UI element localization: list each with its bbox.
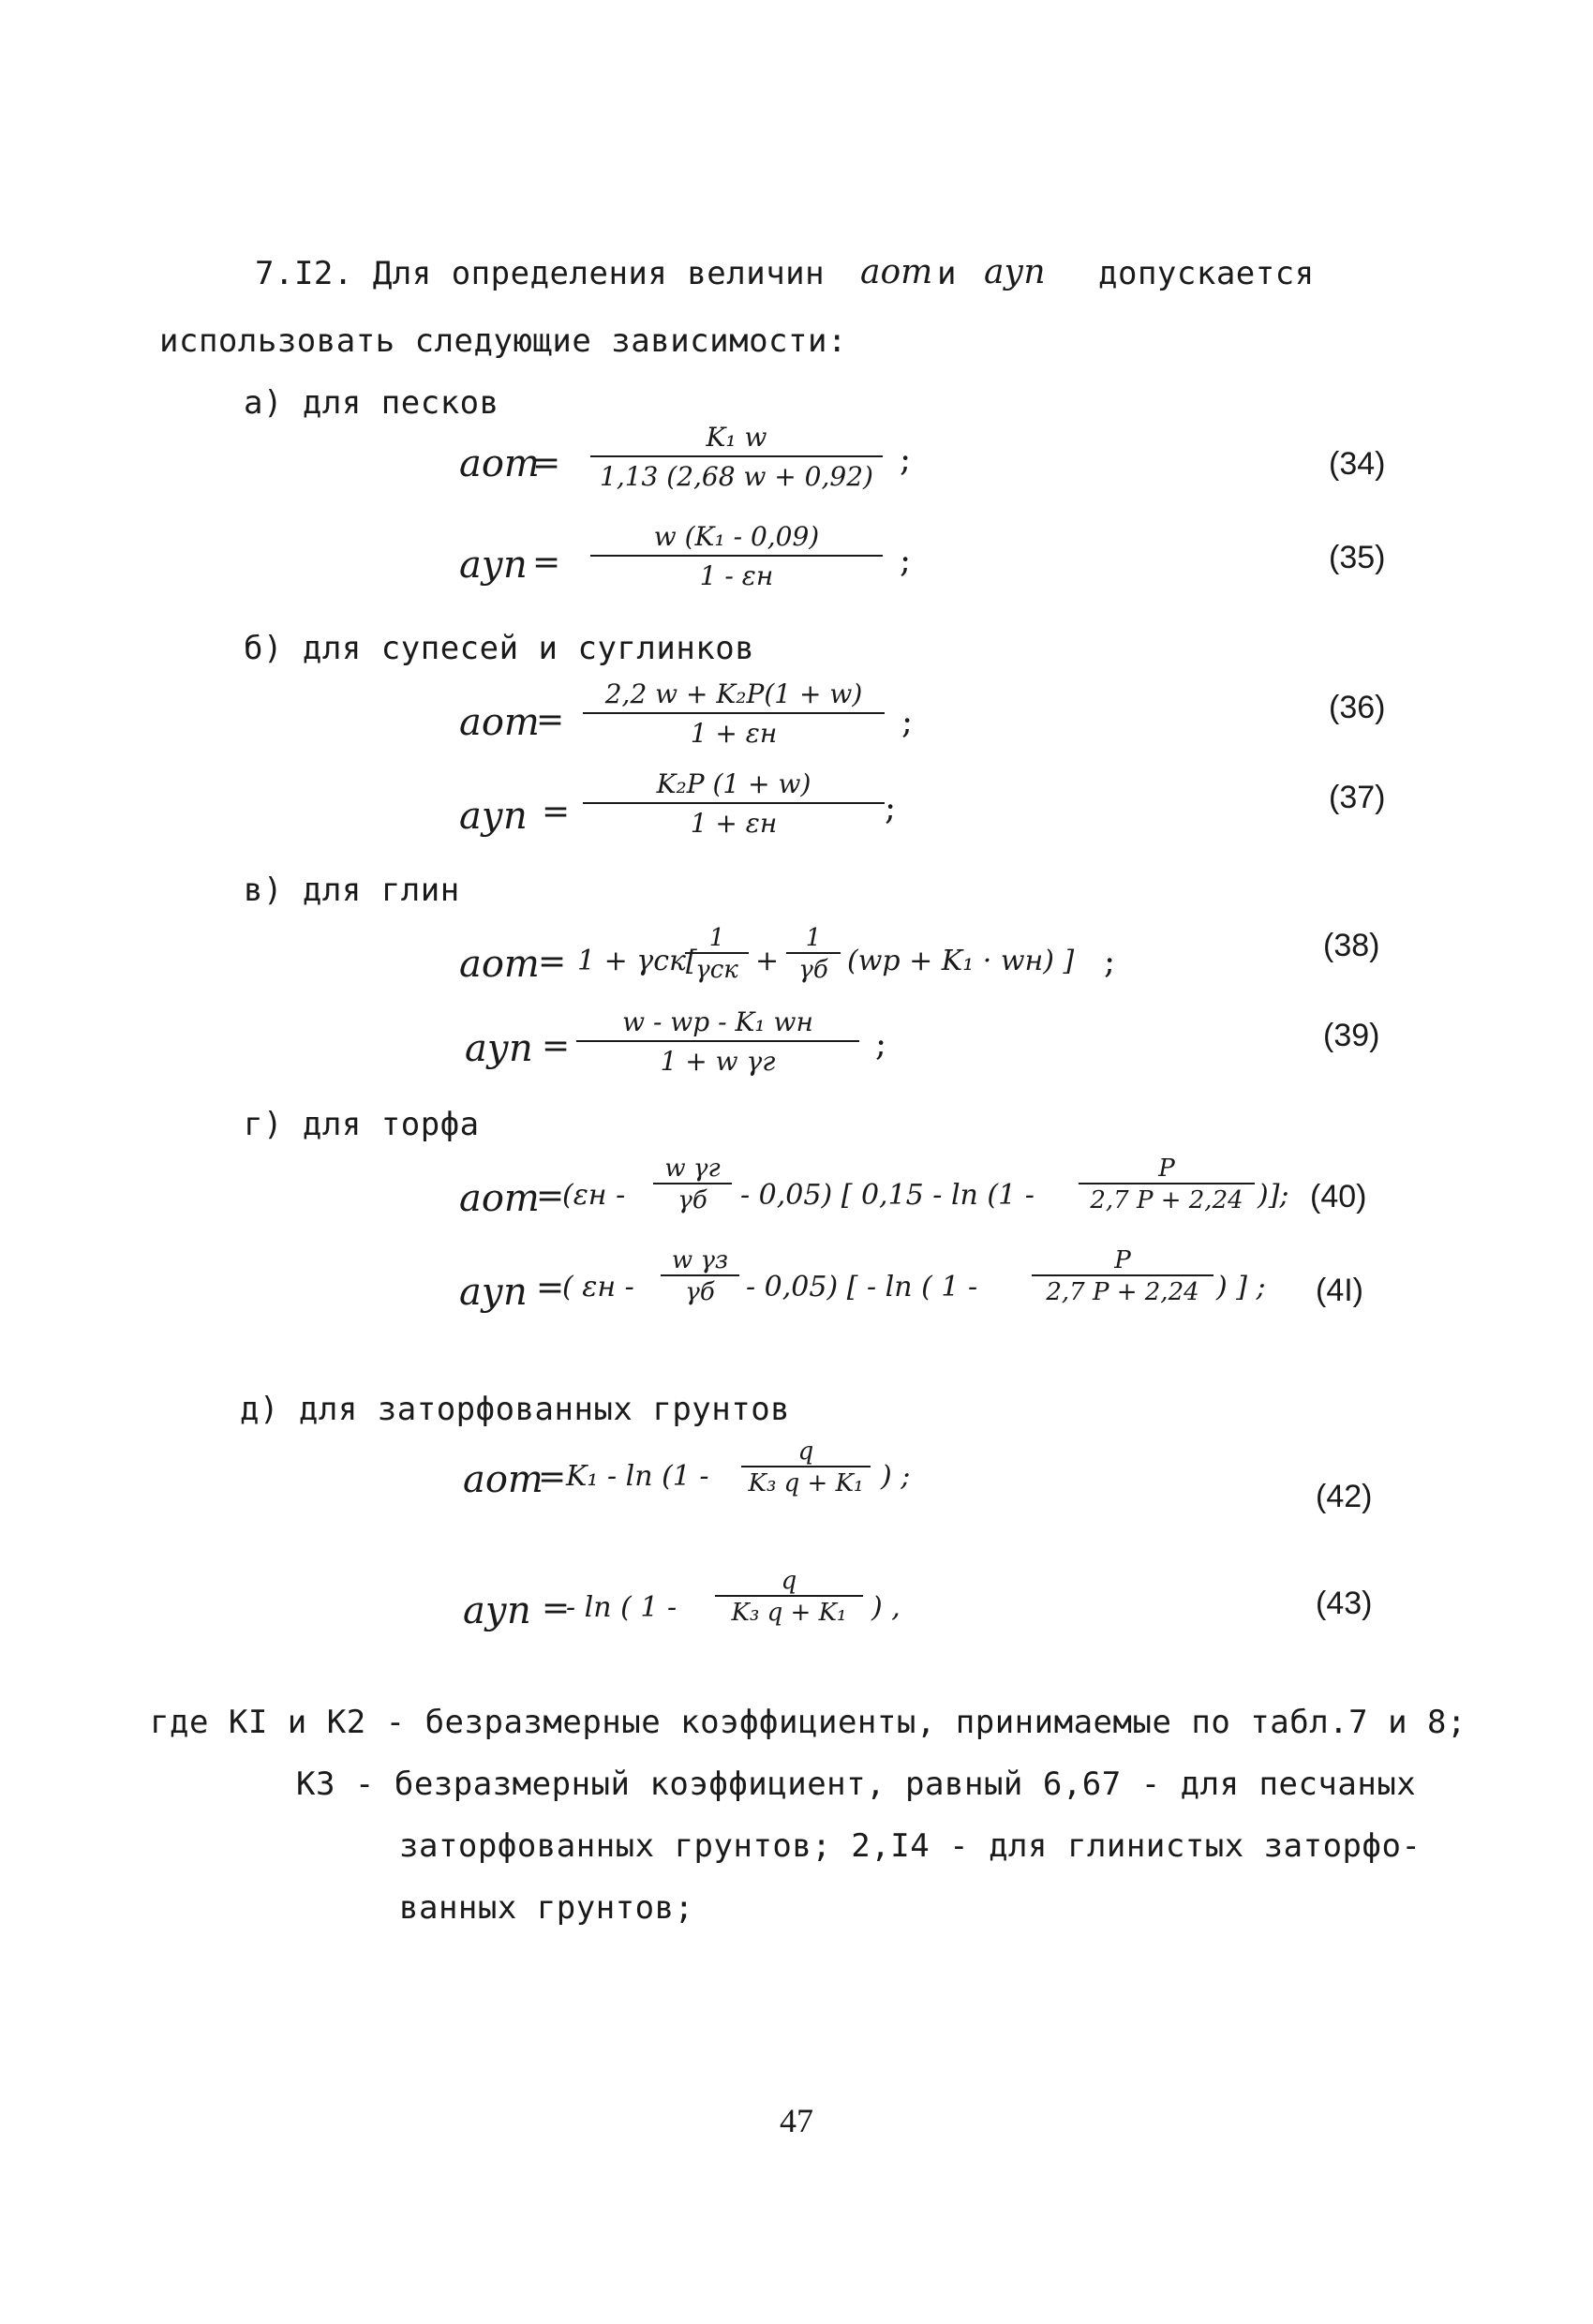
formula-38-frac1-den: γск (685, 952, 749, 984)
formula-42-frac-den: K₃ q + K₁ (741, 1466, 871, 1497)
formula-34-numerator: K₁ w (706, 422, 767, 453)
formula-41-frac2-den: 2,7 P + 2,24 (1032, 1274, 1213, 1306)
formula-40-lhs: aот (459, 1177, 540, 1220)
formula-41-fraction-2 (1031, 1246, 1214, 1306)
section-d-heading: д) для заторфованных грунтов (240, 1391, 791, 1428)
equation-number-37: (37) (1329, 780, 1386, 815)
formula-37-fraction (579, 768, 888, 840)
section-v-heading: в) для глин (244, 872, 460, 909)
formula-39-end: ; (875, 1025, 887, 1064)
formula-37-lhs: aуп (459, 795, 528, 838)
section-g-heading: г) для торфа (244, 1106, 480, 1143)
formula-35-eq: = (532, 544, 561, 582)
formula-36-fraction (579, 678, 888, 750)
formula-39-lhs: aуп (465, 1027, 533, 1070)
formula-43-eq: = (542, 1589, 571, 1628)
intro-line2: использовать следующие зависимости: (159, 322, 847, 360)
equation-number-35: (35) (1329, 540, 1386, 575)
formula-36-lhs: aот (459, 701, 540, 744)
formula-34-end: ; (900, 440, 912, 479)
equation-number-42: (42) (1316, 1479, 1373, 1514)
formula-40-fraction-2 (1078, 1155, 1256, 1214)
formula-41-frac1-den: γб (661, 1274, 739, 1306)
equation-number-41: (4I) (1316, 1273, 1363, 1308)
formula-40-frac2-den: 2,7 P + 2,24 (1079, 1183, 1255, 1214)
formula-40-frac1-den: γб (653, 1183, 732, 1214)
formula-42-eq: = (538, 1458, 567, 1497)
equation-number-36: (36) (1329, 690, 1386, 725)
formula-38-frac2-num: 1 (805, 924, 822, 952)
formula-37-end: ; (885, 789, 897, 827)
formula-42-frac-num: q (797, 1438, 814, 1466)
formula-41-frac2-num: P (1114, 1246, 1131, 1274)
formula-38-eq: = (538, 943, 567, 981)
note-line-2: K3 - безразмерный коэффициент, равный 6,67 - для песчаных (296, 1765, 1417, 1803)
formula-40-frac1-num: w γг (664, 1155, 721, 1183)
formula-38-frac1-num: 1 (708, 924, 725, 952)
intro-conj: и (937, 255, 957, 292)
formula-35-denominator: 1 - εн (590, 555, 883, 592)
intro-line1-end: допускается (1098, 255, 1315, 292)
formula-43-frac-num: q (781, 1567, 797, 1595)
formula-38-plus: + (755, 945, 780, 977)
note-line-4: ванных грунтов; (399, 1889, 694, 1927)
formula-37-numerator: K₂P (1 + w) (656, 768, 811, 799)
formula-42-postfix: ) ; (881, 1460, 911, 1493)
formula-43-fraction (714, 1567, 864, 1627)
formula-41-lhs: aуп (459, 1271, 528, 1314)
page-number: 47 (780, 2102, 813, 2139)
formula-42-lhs: aот (463, 1458, 543, 1501)
formula-43-lhs: aуп (463, 1589, 531, 1632)
formula-40-eq: = (536, 1177, 565, 1215)
formula-39-numerator: w - wp - K₁ wн (622, 1006, 813, 1037)
section-b-heading: б) для супесей и суглинков (244, 630, 755, 667)
formula-36-end: ; (901, 703, 914, 741)
formula-42-prefix: K₁ - ln (1 - (566, 1460, 709, 1493)
formula-41-eq: = (536, 1269, 565, 1307)
formula-39-eq: = (542, 1027, 571, 1065)
formula-35-fraction (587, 521, 886, 592)
formula-36-eq: = (536, 701, 565, 739)
formula-40-prefix: (εн - (562, 1179, 626, 1212)
formula-37-denominator: 1 + εн (583, 802, 885, 840)
formula-40-frac2-num: P (1158, 1155, 1175, 1183)
formula-41-frac1-num: w γз (671, 1246, 729, 1274)
formula-35-numerator: w (K₁ - 0,09) (653, 521, 820, 552)
formula-43-frac-den: K₃ q + K₁ (715, 1595, 863, 1627)
formula-38-frac2-den: γб (786, 952, 841, 984)
formula-38-end: ; (1104, 943, 1116, 981)
formula-43-prefix: - ln ( 1 - (566, 1591, 677, 1624)
formula-43-postfix: ) , (871, 1591, 901, 1624)
formula-38-fraction-1 (684, 924, 750, 984)
formula-34-denominator: 1,13 (2,68 w + 0,92) (590, 455, 883, 493)
formula-39-fraction (577, 1006, 858, 1078)
equation-number-43: (43) (1316, 1586, 1373, 1621)
formula-35-lhs: aуп (459, 544, 528, 587)
formula-38-lhs: aот (459, 943, 540, 986)
formula-36-numerator: 2,2 w + K₂P(1 + w) (604, 678, 863, 709)
formula-34-lhs: aот (459, 442, 540, 485)
formula-38-prefix: 1 + γск[ (577, 945, 697, 977)
formula-35-end: ; (900, 542, 912, 580)
formula-40-fraction-1 (652, 1155, 733, 1214)
formula-37-eq: = (542, 793, 571, 831)
section-a-heading: а) для песков (244, 384, 499, 422)
formula-41-middle: - 0,05) [ - ln ( 1 - (746, 1271, 978, 1304)
note-line-3: заторфованных грунтов; 2,I4 - для глинистых заторфо- (399, 1827, 1422, 1865)
intro-line1-start: 7.I2. Для определения величин (255, 255, 826, 292)
formula-42-fraction (740, 1438, 871, 1497)
equation-number-38: (38) (1323, 928, 1380, 963)
formula-41-prefix: ( εн - (562, 1271, 634, 1304)
formula-41-fraction-1 (660, 1246, 740, 1306)
formula-38-fraction-2 (785, 924, 841, 984)
note-line-1: где KI и K2 - безразмерные коэффициенты, принимаемые по табл.7 и 8; (150, 1704, 1466, 1741)
var-a-ot: aот (860, 253, 933, 291)
formula-34-eq: = (532, 444, 561, 483)
var-a-yn: aуп (984, 253, 1046, 291)
equation-number-39: (39) (1323, 1018, 1380, 1053)
formula-41-postfix: ) ] ; (1216, 1271, 1266, 1304)
formula-38-postfix: (wp + K₁ · wн) ] (847, 945, 1075, 977)
equation-number-34: (34) (1329, 446, 1386, 482)
formula-36-denominator: 1 + εн (583, 712, 885, 750)
equation-number-40: (40) (1310, 1179, 1367, 1214)
formula-34-fraction (587, 422, 886, 493)
formula-39-denominator: 1 + w γг (576, 1040, 859, 1078)
formula-40-middle: - 0,05) [ 0,15 - ln (1 - (740, 1179, 1035, 1212)
formula-40-postfix: )]; (1258, 1179, 1289, 1212)
